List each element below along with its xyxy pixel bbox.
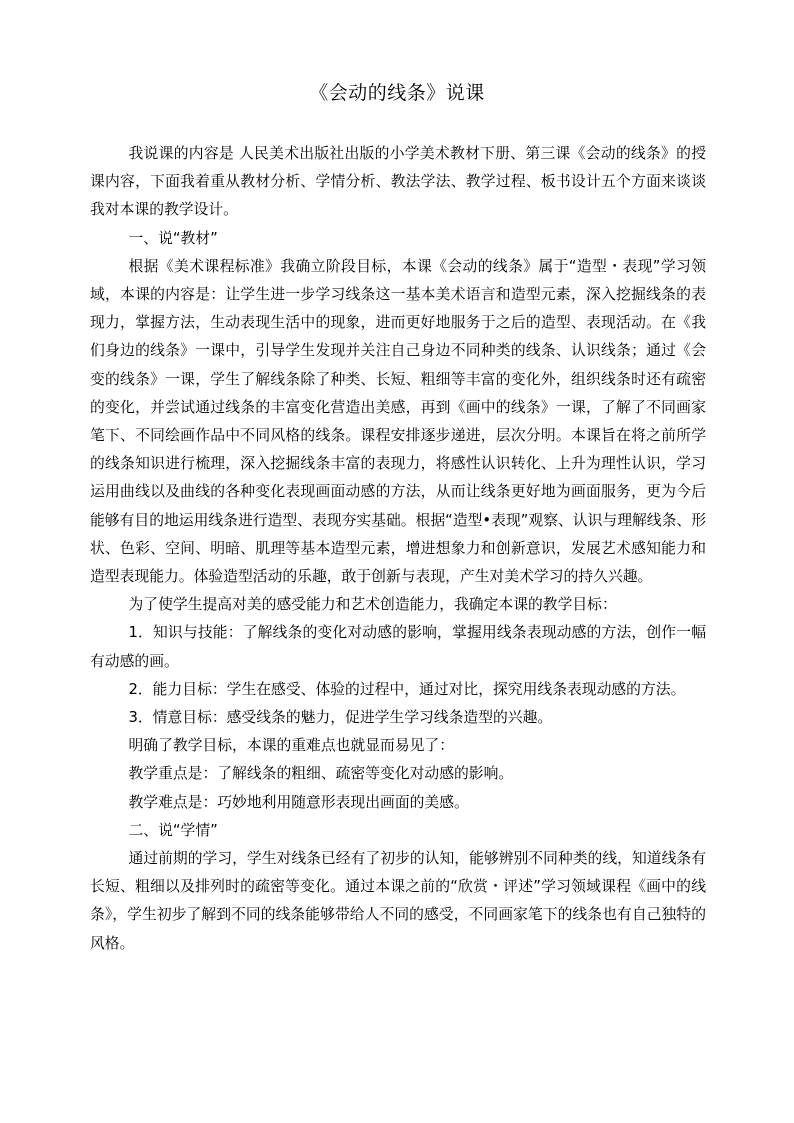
section-heading-textbook: 一、说“教材” [128,229,218,247]
teaching-key-point: 教学重点是：了解线条的粗细、疏密等变化对动感的影响。 [128,765,514,783]
objective-emotion: 3．情意目标：感受线条的魅力，促进学生学习线条造型的兴趣。 [128,709,553,727]
objective-ability: 2．能力目标：学生在感受、体验的过程中，通过对比，探究用线条表现动感的方法。 [128,680,686,698]
paragraph-student-analysis: 通过前期的学习，学生对线条已经有了初步的认知，能够辨别不同种类的线，知道线条有长短、粗细以及排列时的疏密等变化。通过本课之前的“欣赏・评述”学习领域课程《画中的线条》，学生初步了解到不同的线条能够带给人不同的感受，不同画家笔下的线条也有自己独特的风格。 [90,850,706,952]
paragraph-key-points-intro: 明确了教学目标，本课的重难点也就显而易见了： [128,737,455,755]
document-body [90,140,706,958]
paragraph-intro: 我说课的内容是 人民美术出版社出版的小学美术教材下册、第三课《会动的线条》的授课内容，下面我着重从教材分析、学情分析、教法学法、教学过程、板书设计五个方面来谈谈我对本课的教学设计。 [90,145,706,219]
section-heading-students: 二、说“学情” [128,821,218,839]
paragraph-textbook-analysis: 根据《美术课程标准》我确立阶段目标，本课《会动的线条》属于“造型・表现”学习领域，本课的内容是：让学生进一步学习线条这一基本美术语言和造型元素，深入挖掘线条的表现力，掌握方法，生动表现生活中的现象，进而更好地服务于之后的造型、表现活动。在《我们身边的线条》一课中，引导学生发现并关注自己身边不同种类的线条、认识线条；通过《会变的线条》一课，学生了解线条除了种类、长短、粗细等丰富的变化外，组织线条时还有疏密的变化，并尝试通过线条的丰富变化营造出美感，再到《画中的线条》一课，了解了不同画家笔下、不同绘画作品中不同风格的线条。课程安排逐步递进，层次分明。本课旨在将之前所学的线条知识进行梳理，深入挖掘线条丰富的表现力，将感性认识转化、上升为理性认识，学习运用曲线以及曲线的各种变化表现画面动感的方法，从而让线条更好地为画面服务，更为今后能够有目的地运用线条进行造型、表现夯实基础。根据“造型•表现”观察、认识与理解线条、形状、色彩、空间、明暗、肌理等基本造型元素，增进想象力和创新意识，发展艺术感知能力和造型表现能力。体验造型活动的乐趣，敢于创新与表现，产生对美术学习的持久兴趣。 [90,257,706,586]
document-title: 《会动的线条》说课 [309,82,485,104]
teaching-difficulty: 教学难点是：巧妙地利用随意形表现出画面的美感。 [128,793,469,811]
paragraph-objectives-intro: 为了使学生提高对美的感受能力和艺术创造能力，我确定本课的教学目标： [128,596,617,614]
objective-knowledge-skills: 1．知识与技能：了解线条的变化对动感的影响，掌握用线条表现动感的方法，创作一幅有动感的画。 [90,624,706,670]
